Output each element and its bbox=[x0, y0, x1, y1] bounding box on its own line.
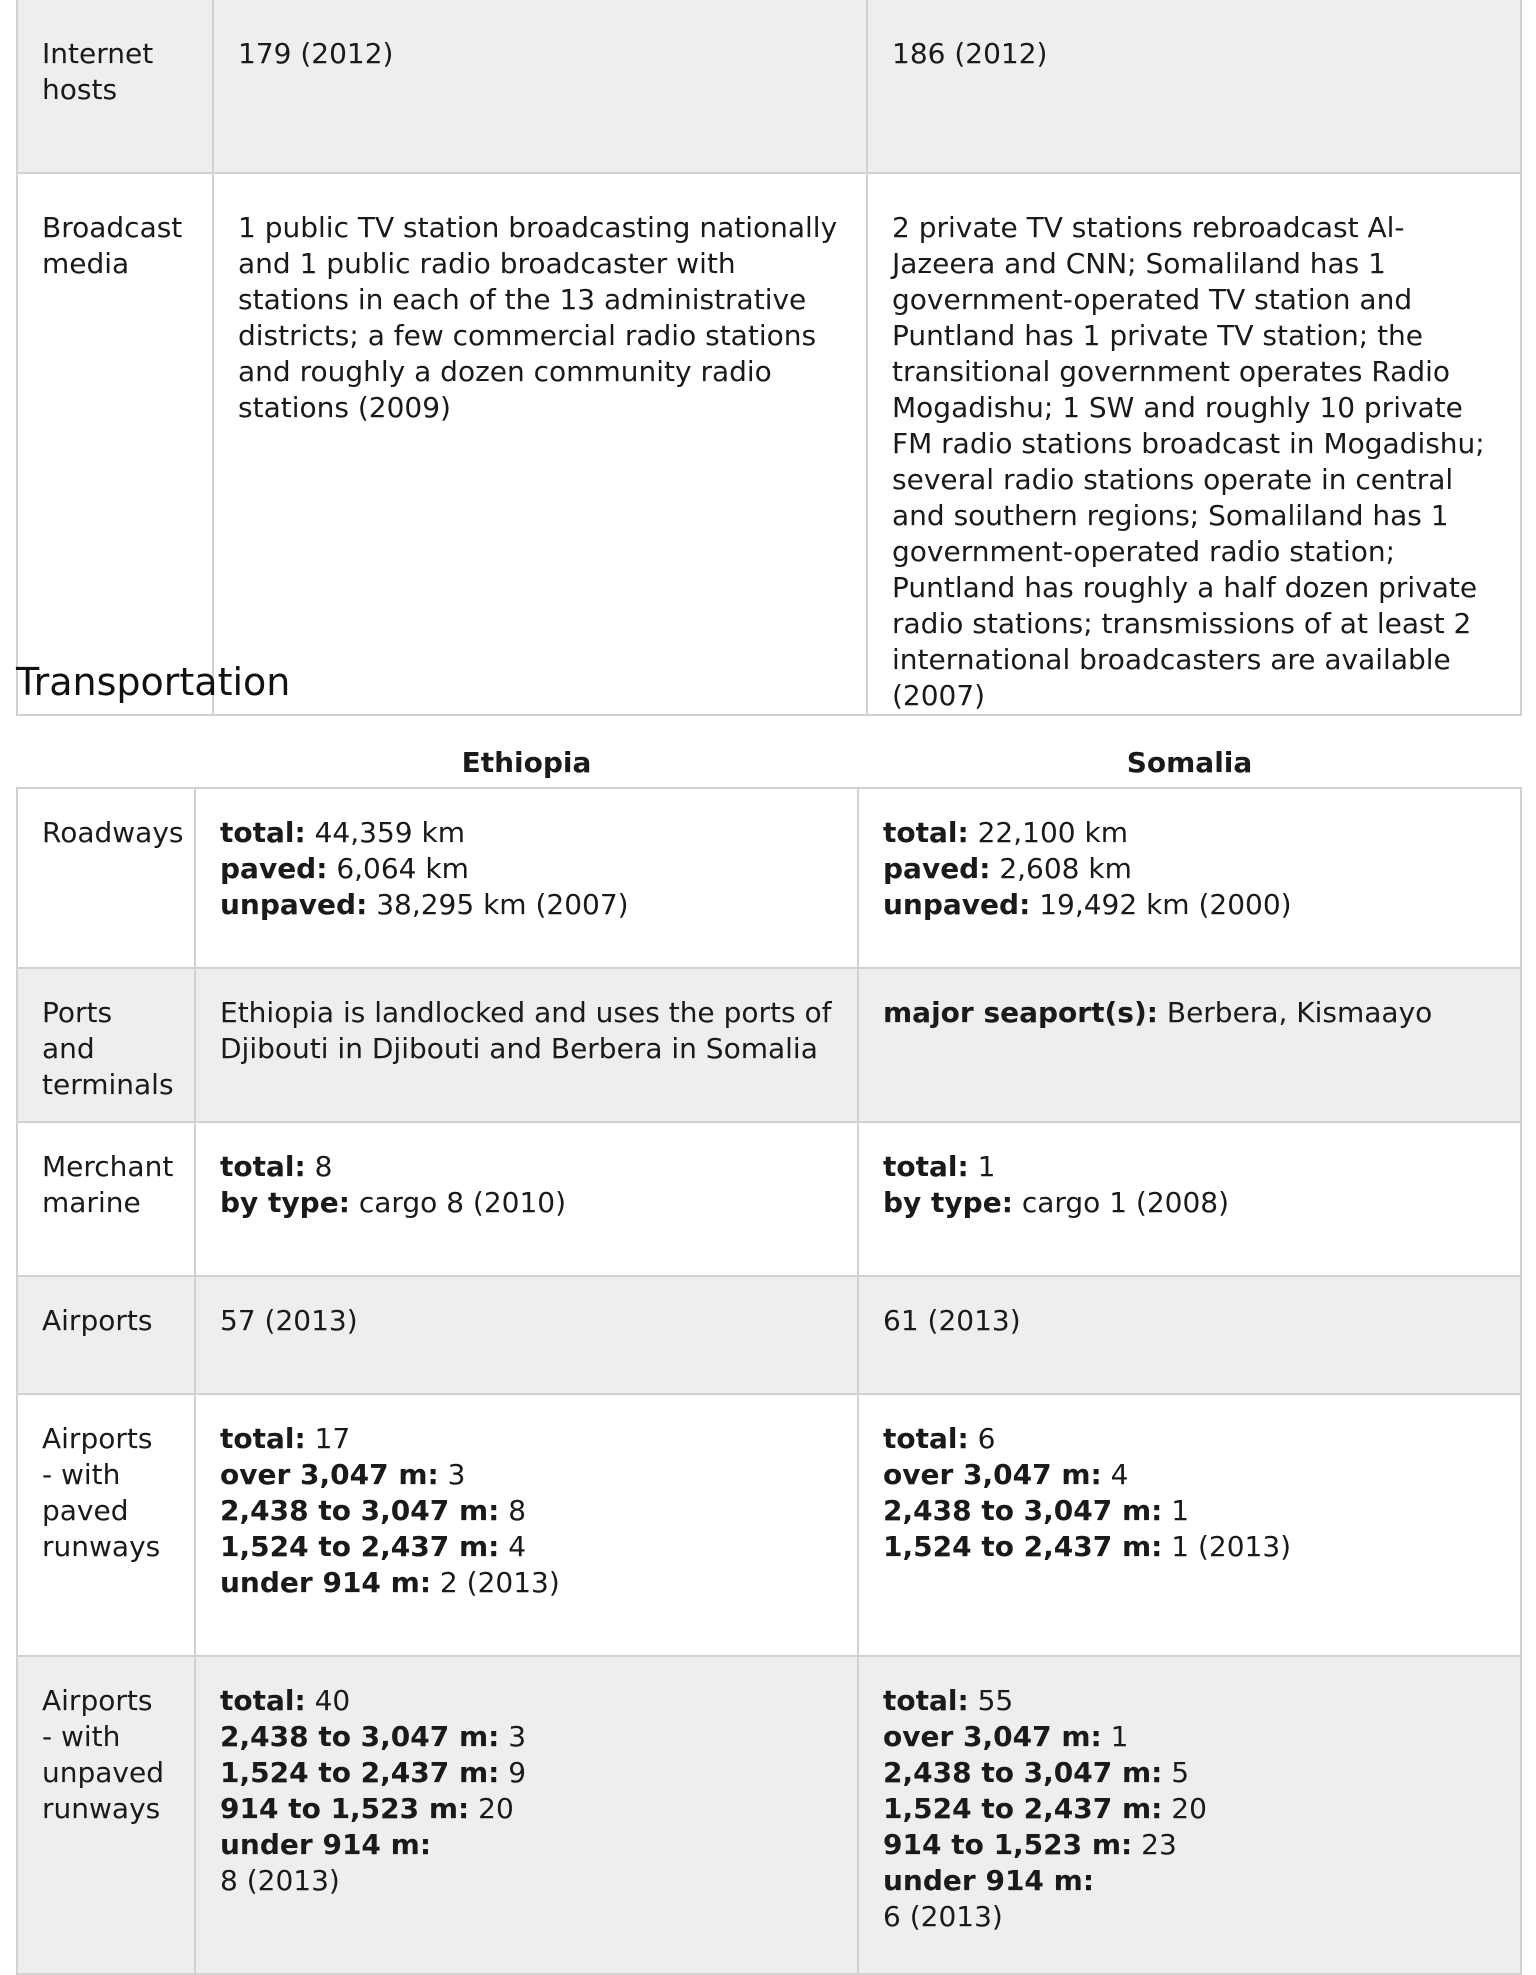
table-header-row bbox=[17, 731, 1521, 788]
somalia-airports: 61 (2013) bbox=[858, 1276, 1521, 1394]
row-label-unpaved-runways: Airports - with unpaved runways bbox=[17, 1656, 195, 1974]
table-row bbox=[17, 1276, 1521, 1394]
kv-line: under 914 m: bbox=[883, 1864, 1095, 1897]
kv-line: unpaved: 19,492 km (2000) bbox=[883, 888, 1292, 921]
somalia-broadcast-media: 2 private TV stations rebroadcast Al-Jazeera and CNN; Somaliland has 1 government-operated TV station and Puntland has 1 private TV station; the transitional government operates Radio Mogadishu; 1 SW and roughly 10 private FM radio stations broadcast in Mogadishu; several radio stations operate in central and southern regions; Somaliland has 1 government-operated radio station; Puntland has roughly a half dozen private radio stations; transmissions of at least 2 international broadcasters are available (2007) bbox=[867, 173, 1521, 715]
kv-line: total: 55 bbox=[883, 1684, 1014, 1717]
ethiopia-paved-runways bbox=[195, 1394, 858, 1656]
kv-line: 2,438 to 3,047 m: 1 bbox=[883, 1494, 1190, 1527]
table-row bbox=[17, 1122, 1521, 1276]
ethiopia-broadcast-media: 1 public TV station broadcasting nationally and 1 public radio broadcaster with stations in each of the 13 administrative districts; a few commercial radio stations and roughly a dozen community radio stations (2009) bbox=[213, 173, 867, 715]
kv-line: 1,524 to 2,437 m: 1 (2013) bbox=[883, 1530, 1292, 1563]
ethiopia-roadways bbox=[195, 788, 858, 968]
table-row bbox=[17, 0, 1521, 173]
kv-line: 6 (2013) bbox=[883, 1900, 1003, 1933]
row-label-broadcast-media: Broadcast media bbox=[17, 173, 213, 715]
kv-line: total: 1 bbox=[883, 1150, 996, 1183]
kv-line: total: 8 bbox=[220, 1150, 333, 1183]
somalia-unpaved-runways bbox=[858, 1656, 1521, 1974]
kv-line: 914 to 1,523 m: 23 bbox=[883, 1828, 1177, 1861]
kv-line: paved: 2,608 km bbox=[883, 852, 1132, 885]
kv-line: by type: cargo 8 (2010) bbox=[220, 1186, 567, 1219]
kv-line: 2,438 to 3,047 m: 5 bbox=[883, 1756, 1190, 1789]
ethiopia-ports: Ethiopia is landlocked and uses the ports of Djibouti in Djibouti and Berbera in Somalia bbox=[195, 968, 858, 1122]
ethiopia-merchant-marine bbox=[195, 1122, 858, 1276]
ethiopia-airports: 57 (2013) bbox=[195, 1276, 858, 1394]
header-blank bbox=[17, 731, 195, 788]
kv-line: unpaved: 38,295 km (2007) bbox=[220, 888, 629, 921]
somalia-internet-hosts: 186 (2012) bbox=[867, 0, 1521, 173]
kv-line: 2,438 to 3,047 m: 3 bbox=[220, 1720, 527, 1753]
row-label-internet-hosts: Internet hosts bbox=[17, 0, 213, 173]
table-row bbox=[17, 788, 1521, 968]
somalia-merchant-marine bbox=[858, 1122, 1521, 1276]
table-row bbox=[17, 968, 1521, 1122]
kv-line: total: 22,100 km bbox=[883, 816, 1128, 849]
table-row bbox=[17, 1394, 1521, 1656]
kv-line: 1,524 to 2,437 m: 9 bbox=[220, 1756, 527, 1789]
header-ethiopia: Ethiopia bbox=[195, 731, 858, 788]
kv-line: total: 6 bbox=[883, 1422, 996, 1455]
kv-line: 914 to 1,523 m: 20 bbox=[220, 1792, 514, 1825]
section-title-transportation: Transportation bbox=[16, 660, 291, 704]
somalia-paved-runways bbox=[858, 1394, 1521, 1656]
kv-line: by type: cargo 1 (2008) bbox=[883, 1186, 1230, 1219]
kv-line: total: 40 bbox=[220, 1684, 351, 1717]
kv-line: 1,524 to 2,437 m: 20 bbox=[883, 1792, 1207, 1825]
kv-line: under 914 m: 2 (2013) bbox=[220, 1566, 560, 1599]
kv-line: over 3,047 m: 1 bbox=[883, 1720, 1129, 1753]
kv-line: 2,438 to 3,047 m: 8 bbox=[220, 1494, 527, 1527]
row-label-ports: Ports and terminals bbox=[17, 968, 195, 1122]
kv-line: total: 44,359 km bbox=[220, 816, 465, 849]
table-row bbox=[17, 1656, 1521, 1974]
kv-line: over 3,047 m: 3 bbox=[220, 1458, 466, 1491]
kv-line: 1,524 to 2,437 m: 4 bbox=[220, 1530, 527, 1563]
somalia-ports: major seaport(s): Berbera, Kismaayo bbox=[858, 968, 1521, 1122]
transportation-table bbox=[16, 731, 1522, 1975]
row-label-airports: Airports bbox=[17, 1276, 195, 1394]
kv-line: over 3,047 m: 4 bbox=[883, 1458, 1129, 1491]
kv-line: 8 (2013) bbox=[220, 1864, 340, 1897]
communications-table bbox=[16, 0, 1522, 716]
kv-line: paved: 6,064 km bbox=[220, 852, 469, 885]
table-row bbox=[17, 173, 1521, 715]
ethiopia-unpaved-runways bbox=[195, 1656, 858, 1974]
header-somalia: Somalia bbox=[858, 731, 1521, 788]
row-label-merchant-marine: Merchant marine bbox=[17, 1122, 195, 1276]
row-label-roadways: Roadways bbox=[17, 788, 195, 968]
kv-line: under 914 m: bbox=[220, 1828, 432, 1861]
row-label-paved-runways: Airports - with paved runways bbox=[17, 1394, 195, 1656]
kv-line: total: 17 bbox=[220, 1422, 351, 1455]
somalia-roadways bbox=[858, 788, 1521, 968]
ethiopia-internet-hosts: 179 (2012) bbox=[213, 0, 867, 173]
